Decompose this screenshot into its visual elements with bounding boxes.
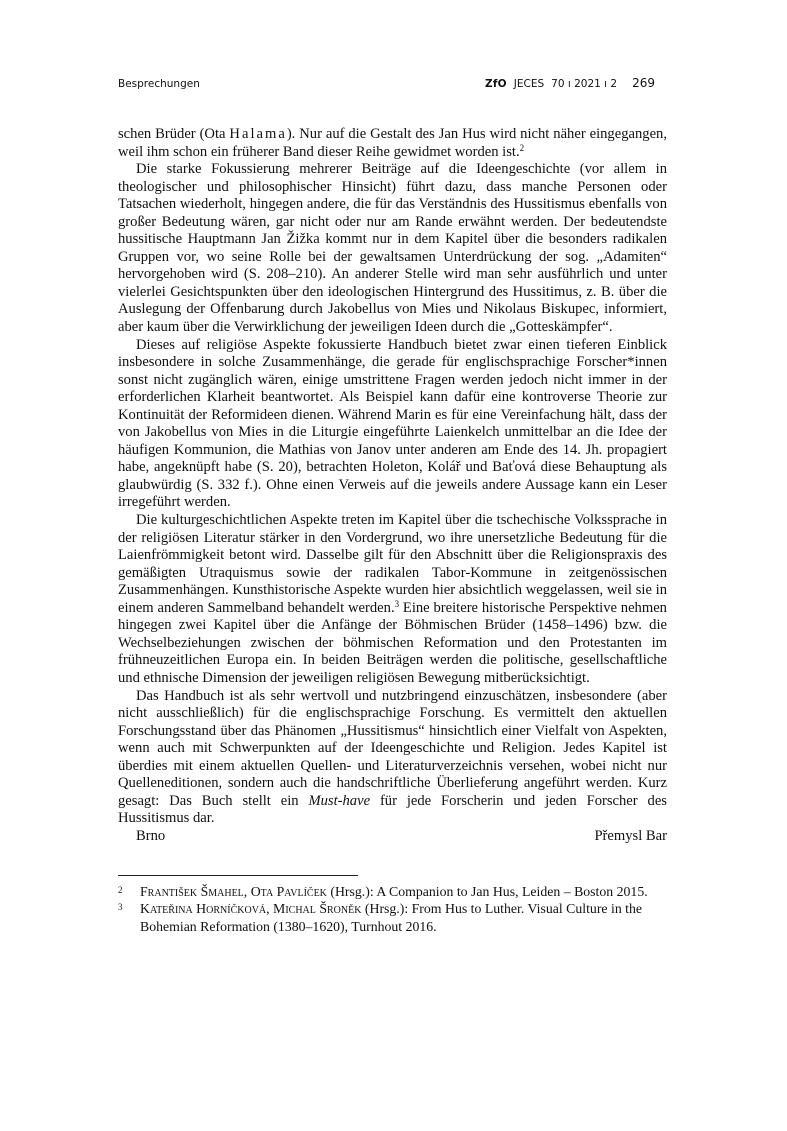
footnote-ref-3: 3 [394, 598, 400, 609]
footnote-authors: František Šmahel, Ota Pavlíček [140, 884, 327, 899]
page-number: 269 [632, 76, 655, 90]
paragraph-2: Die starke Fokussierung mehrerer Beiträge auf die Ideengeschichte (vor allem in theologischer und philosophischer Hinsicht) führt dazu, dass manche Personen oder Tatsachen wiederholt, hingegen andere, die für das Verständnis des Hussitismus ebenfalls von großer Bedeutung wären, gar nicht oder nur am Rande erwähnt werden. Der bedeutendste hussitische Hauptmann Jan Žižka kommt nur in dem Kapitel über die besonders radikalen Gruppen vor, wo seine Rolle bei der gewaltsamen Unterdrückung der sog. „Adamiten“ hervorgehoben wird (S. 208–210). An anderer Stelle wird man sehr ausführlich und unter vielerlei Gesichtspunkten über den ideologischen Hintergrund des Hussitimus, z. B. über die Auslegung der Offenbarung durch Jakobellus von Mies und Nikolaus Biskupec, informiert, aber kaum über die Verwirklichung der jeweiligen Ideen durch die „Gotteskämpfer“. [118, 161, 667, 336]
footnotes [118, 883, 667, 935]
paragraph-4: Die kulturgeschichtlichen Aspekte treten im Kapitel über die tschechische Volkssprache in der religiösen Literatur stärker in den Vordergrund, wo ihre unersetzliche Bedeutung für die Laienfrömmigkeit betont wird. Dasselbe gilt für den Abschnitt über die Religionspraxis des gemäßigten Utraquismus sowie der radikalen Tabor-Kommune in zeitgenössischen Zusammenhängen. Kunsthistorische Aspekte wurden hier absichtlich weggelassen, weil sie in einem anderen Sammelband behandelt werden.$^3$ Eine breitere historische Perspektive nehmen hingegen zwei Kapitel über die Anfänge der Böhmischen Brüder (1458–1496) bzw. die Wechselbeziehungen zwischen der böhmischen Reformation und den Protestanten im frühneuzeitlichen Europa ein. In beiden Beiträgen werden die politische, gesellschaftliche und ethnische Dimension der jeweiligen religiösen Bewegung mitberücksichtigt. [118, 512, 667, 686]
footnote-text: (Hrsg.): A Companion to Jan Hus, Leiden – Boston 2015. [326, 884, 648, 899]
paragraph-3: Dieses auf religiöse Aspekte fokussierte Handbuch bietet zwar einen tieferen Einblick insbesondere in solche Zusammenhänge, die gerade für englischsprachige Forscher*innen sonst nicht zugänglich wären, einige umstrittene Fragen werden jedoch nicht immer in der erforderlichen Klarheit beantwortet. Als Beispiel kann dafür eine kontroverse Theorie zur Kontinuität der Reformideen dienen. Während Marin es für eine Vereinfachung hält, dass der von Jakobellus von Mies in die Liturgie eingeführte Laienkelch unmittelbar an die Idee der häufigen Kommunion, die Mathias von Janov unter anderen am Ende des 14. Jh. propagiert habe, angeknüpft habe (S. 20), betrachten Holeton, Kolář und Baťová diese Behauptung als glaubwürdig (S. 332 f.). Ohne einen Verweis auf die jeweils andere Aussage kann ein Leser irregeführt werden. [118, 336, 667, 511]
spaced-name: Halama [229, 126, 287, 142]
paragraph-5: Das Handbuch ist als sehr wertvoll und nutzbringend einzuschätzen, insbesondere (aber nicht ausschließlich) für die englischsprachige Forschung. Es vermittelt den aktuellen Forschungsstand über das Phänomen „Hussitismus“ hinsichtlich einer Vielfalt von Aspekten, wenn auch mit Schwerpunkten auf der Ideengeschichte und Religion. Jedes Kapitel ist überdies mit einem aktuellen Quellen- und Literaturverzeichnis versehen, wobei nicht nur Quelleneditionen, sondern auch die handschriftliche Überlieferung angeführt werden. Kurz gesagt: Das Buch stellt ein Must-have für jede Forscherin und jeden Forscher des Hussitismus dar. [118, 687, 667, 827]
section-title: Besprechungen [118, 78, 200, 90]
signature-line [118, 828, 667, 846]
footnote-3 [118, 900, 667, 935]
journal-series: JECES [513, 78, 545, 90]
footnote-2 [118, 883, 667, 900]
volume-issue: 70 ı 2021 ı 2 [551, 78, 618, 90]
footnote-text: (Hrsg.): From Hus to Luther. Visual Culture in the Bohemian Reformation (1380–1620), Turnhout 2016. [140, 901, 643, 934]
reviewer-name: Přemysl Bar [594, 827, 667, 844]
paragraph-1: schen Brüder (Ota Halama). Nur auf die Gestalt des Jan Hus wird nicht näher eingegangen, weil ihm schon ein früherer Band dieser Reihe gewidmet worden ist.$^2$ [118, 126, 667, 160]
footnote-number: 3 [118, 902, 123, 913]
running-header [118, 76, 655, 94]
place: Brno [136, 827, 166, 844]
review-text [118, 126, 667, 845]
journal-reference [485, 76, 655, 90]
footnote-number: 2 [118, 885, 123, 895]
footnote-ref-2: 2 [519, 142, 525, 153]
emphasis: Must-have [308, 792, 371, 809]
journal-abbreviation: ZfO [485, 78, 507, 90]
footnote-divider [118, 875, 358, 876]
footnote-authors: Kateřina Horníčková, Michal Šroněk [140, 901, 362, 917]
